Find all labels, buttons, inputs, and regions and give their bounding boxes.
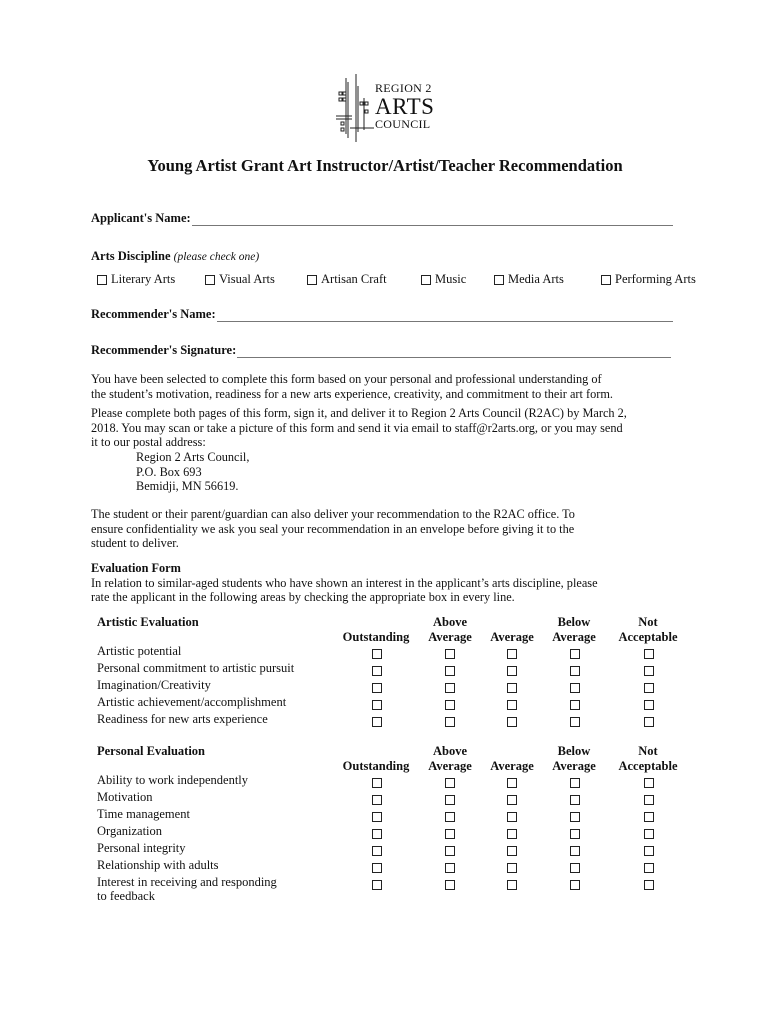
address-line: Region 2 Arts Council,: [136, 450, 250, 464]
text-line: to feedback: [97, 889, 155, 903]
checkbox-above-average[interactable]: [445, 666, 455, 676]
checkbox-below-average[interactable]: [570, 829, 580, 839]
checkbox-not-acceptable[interactable]: [644, 717, 654, 727]
artistic-criterion-potential: Artistic potential: [97, 644, 182, 658]
checkbox-below-average[interactable]: [570, 683, 580, 693]
checkbox-not-acceptable[interactable]: [644, 649, 654, 659]
checkbox-below-average[interactable]: [570, 795, 580, 805]
text-line: The student or their parent/guardian can also deliver your recommendation to the R2AC office. To: [91, 507, 575, 521]
option-label: Artisan Craft: [321, 272, 387, 286]
checkbox-not-acceptable[interactable]: [644, 795, 654, 805]
col-top: Below: [557, 744, 591, 758]
checkbox-not-acceptable[interactable]: [644, 863, 654, 873]
address-line: P.O. Box 693: [136, 464, 202, 479]
checkbox-average[interactable]: [507, 795, 517, 805]
checkbox-icon[interactable]: [205, 275, 215, 285]
checkbox-outstanding[interactable]: [372, 795, 382, 805]
artistic-criterion-imagination: Imagination/Creativity: [97, 678, 211, 692]
checkbox-average[interactable]: [507, 846, 517, 856]
recommender-name-label: Recommender's Name:: [91, 307, 216, 321]
checkbox-outstanding[interactable]: [372, 683, 382, 693]
logo-mark-icon: [334, 72, 378, 144]
col-bottom: Average: [490, 758, 534, 773]
checkbox-average[interactable]: [507, 700, 517, 710]
checkbox-above-average[interactable]: [445, 829, 455, 839]
checkbox-icon[interactable]: [494, 275, 504, 285]
personal-evaluation-heading: Personal Evaluation: [97, 744, 205, 758]
checkbox-below-average[interactable]: [570, 863, 580, 873]
applicant-name-row: [91, 211, 673, 226]
checkbox-outstanding[interactable]: [372, 778, 382, 788]
discipline-option-visual-arts[interactable]: [205, 272, 275, 287]
col-not-acceptable: [612, 615, 684, 644]
logo-line-region: REGION 2: [375, 81, 432, 95]
recommender-signature-label: Recommender's Signature:: [91, 343, 237, 357]
checkbox-outstanding[interactable]: [372, 863, 382, 873]
col-average: [484, 615, 540, 644]
col-top: Below: [557, 615, 591, 629]
text-line: Interest in receiving and responding: [97, 875, 277, 889]
checkbox-above-average[interactable]: [445, 880, 455, 890]
checkbox-not-acceptable[interactable]: [644, 846, 654, 856]
artistic-criterion-readiness: Readiness for new arts experience: [97, 712, 268, 726]
col-bottom: Average: [490, 629, 534, 644]
checkbox-above-average[interactable]: [445, 683, 455, 693]
col-bottom: Average: [552, 629, 596, 644]
checkbox-below-average[interactable]: [570, 666, 580, 676]
personal-criterion-integrity: Personal integrity: [97, 841, 186, 855]
applicant-name-label: Applicant's Name:: [91, 211, 191, 225]
discipline-option-artisan-craft[interactable]: [307, 272, 387, 287]
col-top: Above: [432, 615, 468, 629]
submission-paragraph: [91, 406, 701, 450]
checkbox-not-acceptable[interactable]: [644, 880, 654, 890]
col-above-average: [420, 615, 480, 644]
col-top: Not: [638, 744, 658, 758]
checkbox-above-average[interactable]: [445, 700, 455, 710]
checkbox-above-average[interactable]: [445, 812, 455, 822]
checkbox-above-average[interactable]: [445, 795, 455, 805]
checkbox-average[interactable]: [507, 717, 517, 727]
col-top: [336, 615, 416, 630]
text-line: In relation to similar-aged students who have shown an interest in the applicant’s arts discipline, please: [91, 575, 598, 590]
col-bottom: Acceptable: [618, 758, 678, 773]
col-outstanding: [336, 615, 416, 644]
checkbox-average[interactable]: [507, 829, 517, 839]
text-line: ensure confidentiality we ask you seal your recommendation in an envelope before giving it to the: [91, 521, 575, 536]
discipline-option-performing-arts[interactable]: [601, 272, 696, 287]
col-top: Not: [638, 615, 658, 629]
discipline-option-media-arts[interactable]: [494, 272, 564, 287]
recommender-signature-field[interactable]: [237, 344, 671, 358]
col-bottom: Outstanding: [342, 629, 410, 644]
checkbox-outstanding[interactable]: [372, 700, 382, 710]
checkbox-icon[interactable]: [601, 275, 611, 285]
arts-discipline-heading: Arts Discipline: [91, 249, 171, 263]
text-line: the student’s motivation, readiness for a new arts experience, creativity, and commitment to their art form.: [91, 386, 613, 401]
checkbox-outstanding[interactable]: [372, 829, 382, 839]
checkbox-not-acceptable[interactable]: [644, 700, 654, 710]
checkbox-outstanding[interactable]: [372, 812, 382, 822]
text-line: 2018. You may scan or take a picture of this form and send it via email to staff@r2arts.org, or you may send: [91, 420, 623, 435]
artistic-criterion-achievement: Artistic achievement/accomplishment: [97, 695, 287, 709]
checkbox-above-average[interactable]: [445, 717, 455, 727]
checkbox-below-average[interactable]: [570, 649, 580, 659]
recommender-name-row: [91, 307, 673, 322]
checkbox-average[interactable]: [507, 778, 517, 788]
personal-criterion-time-management: Time management: [97, 807, 190, 821]
col-top: [336, 744, 416, 759]
evaluation-form-heading: Evaluation Form: [91, 561, 181, 575]
discipline-option-music[interactable]: [421, 272, 466, 287]
col-not-acceptable: [612, 744, 684, 773]
col-top: [484, 615, 540, 630]
checkbox-below-average[interactable]: [570, 700, 580, 710]
address-line: Bemidji, MN 56619.: [136, 479, 239, 493]
checkbox-outstanding[interactable]: [372, 649, 382, 659]
checkbox-below-average[interactable]: [570, 846, 580, 856]
checkbox-above-average[interactable]: [445, 649, 455, 659]
personal-criterion-feedback: [97, 875, 277, 903]
checkbox-not-acceptable[interactable]: [644, 812, 654, 822]
checkbox-average[interactable]: [507, 683, 517, 693]
personal-criterion-motivation: Motivation: [97, 790, 153, 804]
logo-line-arts: ARTS: [375, 94, 435, 119]
checkbox-above-average[interactable]: [445, 863, 455, 873]
arts-discipline-label: [91, 249, 259, 264]
recommender-name-field[interactable]: [217, 308, 673, 322]
checkbox-average[interactable]: [507, 880, 517, 890]
intro-paragraph: [91, 372, 701, 401]
col-top: [484, 744, 540, 759]
recommender-signature-row: [91, 343, 671, 358]
checkbox-above-average[interactable]: [445, 778, 455, 788]
discipline-option-literary-arts[interactable]: [97, 272, 175, 287]
text-line: rate the applicant in the following areas by checking the appropriate box in every line.: [91, 590, 515, 604]
option-label: Music: [435, 272, 467, 286]
col-below-average: [544, 744, 604, 773]
checkbox-below-average[interactable]: [570, 778, 580, 788]
page-title: Young Artist Grant Art Instructor/Artist/Teacher Recommendation: [147, 156, 623, 175]
checkbox-not-acceptable[interactable]: [644, 829, 654, 839]
col-bottom: Average: [428, 629, 472, 644]
col-bottom: Average: [552, 758, 596, 773]
region2-arts-council-logo: [334, 72, 444, 144]
col-average: [484, 744, 540, 773]
checkbox-average[interactable]: [507, 812, 517, 822]
checkbox-not-acceptable[interactable]: [644, 778, 654, 788]
col-bottom: Outstanding: [342, 758, 410, 773]
checkbox-not-acceptable[interactable]: [644, 666, 654, 676]
artistic-evaluation-heading: Artistic Evaluation: [97, 615, 199, 629]
checkbox-above-average[interactable]: [445, 846, 455, 856]
personal-criterion-organization: Organization: [97, 824, 163, 838]
col-above-average: [420, 744, 480, 773]
postal-address: [136, 450, 249, 494]
checkbox-below-average[interactable]: [570, 812, 580, 822]
artistic-criterion-commitment: Personal commitment to artistic pursuit: [97, 661, 295, 675]
checkbox-icon[interactable]: [307, 275, 317, 285]
text-line: Please complete both pages of this form, sign it, and deliver it to Region 2 Arts Council (R2AC) by March 2,: [91, 406, 627, 420]
text-line: student to deliver.: [91, 536, 179, 550]
checkbox-outstanding[interactable]: [372, 846, 382, 856]
col-outstanding: [336, 744, 416, 773]
checkbox-not-acceptable[interactable]: [644, 683, 654, 693]
option-label: Visual Arts: [219, 272, 275, 286]
logo-line-council: COUNCIL: [375, 117, 431, 131]
applicant-name-field[interactable]: [192, 212, 673, 226]
col-top: Above: [432, 744, 468, 758]
col-below-average: [544, 615, 604, 644]
text-line: it to our postal address:: [91, 435, 206, 449]
checkbox-average[interactable]: [507, 863, 517, 873]
text-line: You have been selected to complete this form based on your personal and professional understanding of: [91, 372, 602, 386]
arts-discipline-hint: (please check one): [173, 251, 260, 263]
checkbox-icon[interactable]: [421, 275, 431, 285]
checkbox-icon[interactable]: [97, 275, 107, 285]
checkbox-outstanding[interactable]: [372, 666, 382, 676]
confidentiality-paragraph: [91, 507, 701, 551]
checkbox-outstanding[interactable]: [372, 717, 382, 727]
personal-criterion-relationship-adults: Relationship with adults: [97, 858, 219, 872]
checkbox-below-average[interactable]: [570, 880, 580, 890]
col-bottom: Acceptable: [618, 629, 678, 644]
checkbox-average[interactable]: [507, 649, 517, 659]
checkbox-below-average[interactable]: [570, 717, 580, 727]
option-label: Performing Arts: [615, 272, 696, 286]
option-label: Literary Arts: [111, 272, 176, 286]
checkbox-average[interactable]: [507, 666, 517, 676]
personal-criterion-independence: Ability to work independently: [97, 773, 249, 787]
option-label: Media Arts: [508, 272, 564, 286]
checkbox-outstanding[interactable]: [372, 880, 382, 890]
col-bottom: Average: [428, 758, 472, 773]
evaluation-form-intro: [91, 561, 701, 605]
